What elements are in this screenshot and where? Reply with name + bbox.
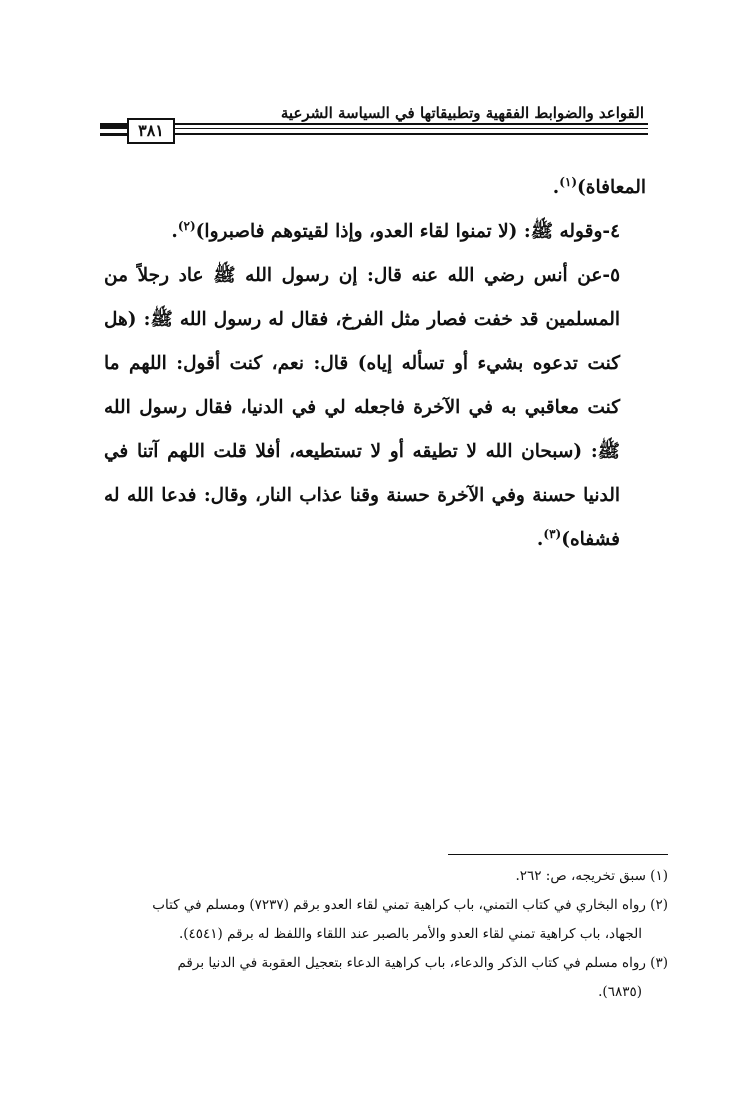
footnote-ref-1: (١) — [559, 174, 578, 189]
footnote-ref-2: (٢) — [177, 218, 196, 233]
paragraph-1-text: المعافاة) — [577, 177, 646, 198]
paragraph-3-end: . — [536, 529, 544, 550]
footnote-3: (٣) رواه مسلم في كتاب الذكر والدعاء، باب كراهية الدعاء بتعجيل العقوبة في الدنيا برقم — [177, 955, 668, 971]
paragraph-3-text: ٥-عن أنس رضي الله عنه قال: إن رسول الله ﷺ عاد رجلاً من المسلمين قد خفت فصار مثل الفرخ، فقال له رسول الله ﷺ: (هل كنت تدعوه بشيء أو تسأله إياه) قال: نعم، كنت أقول: اللهم ما كنت معاقبي به في الآخرة فاجعله لي في الدنيا، فقال رسول الله ﷺ: (سبحان الله لا تطيقه أو لا تستطيعه، أفلا قلت اللهم آتنا في الدنيا حسنة وفي الآخرة حسنة وقنا عذاب النار، وقال: فدعا الله له فشفاه) — [104, 265, 620, 550]
main-text — [104, 166, 646, 562]
footnote-separator — [448, 854, 668, 855]
footnotes — [116, 862, 668, 1007]
header-rule-bottom — [100, 133, 648, 135]
footnote-3-continuation: (٦٨٣٥). — [598, 984, 642, 1000]
header-rule-top — [100, 123, 648, 125]
page-number: ٣٨١ — [127, 118, 175, 144]
running-title: القواعد والضوابط الفقهية وتطبيقاتها في السياسة الشرعية — [280, 104, 644, 122]
paragraph-1 — [104, 166, 646, 210]
footnote-1: (١) سبق تخريجه، ص: ٢٦٢. — [515, 868, 668, 884]
footnote-ref-3: (٣) — [543, 526, 562, 541]
footnote-2: (٢) رواه البخاري في كتاب التمني، باب كراهية تمني لقاء العدو برقم (٧٢٣٧) ومسلم في كتاب — [152, 897, 668, 913]
paragraph-2-end: . — [171, 221, 178, 242]
paragraph-2 — [104, 210, 646, 254]
paragraph-1-end: . — [552, 177, 560, 198]
paragraph-2-text: ٤-وقوله ﷺ: (لا تمنوا لقاء العدو، وإذا لقيتوهم فاصبروا) — [195, 221, 620, 242]
footnote-2-continuation: الجهاد، باب كراهية تمني لقاء العدو والأمر بالصبر عند اللقاء واللفظ له برقم (٤٥٤١). — [178, 926, 642, 942]
paragraph-3 — [104, 254, 646, 562]
header-rule-middle — [100, 128, 648, 129]
